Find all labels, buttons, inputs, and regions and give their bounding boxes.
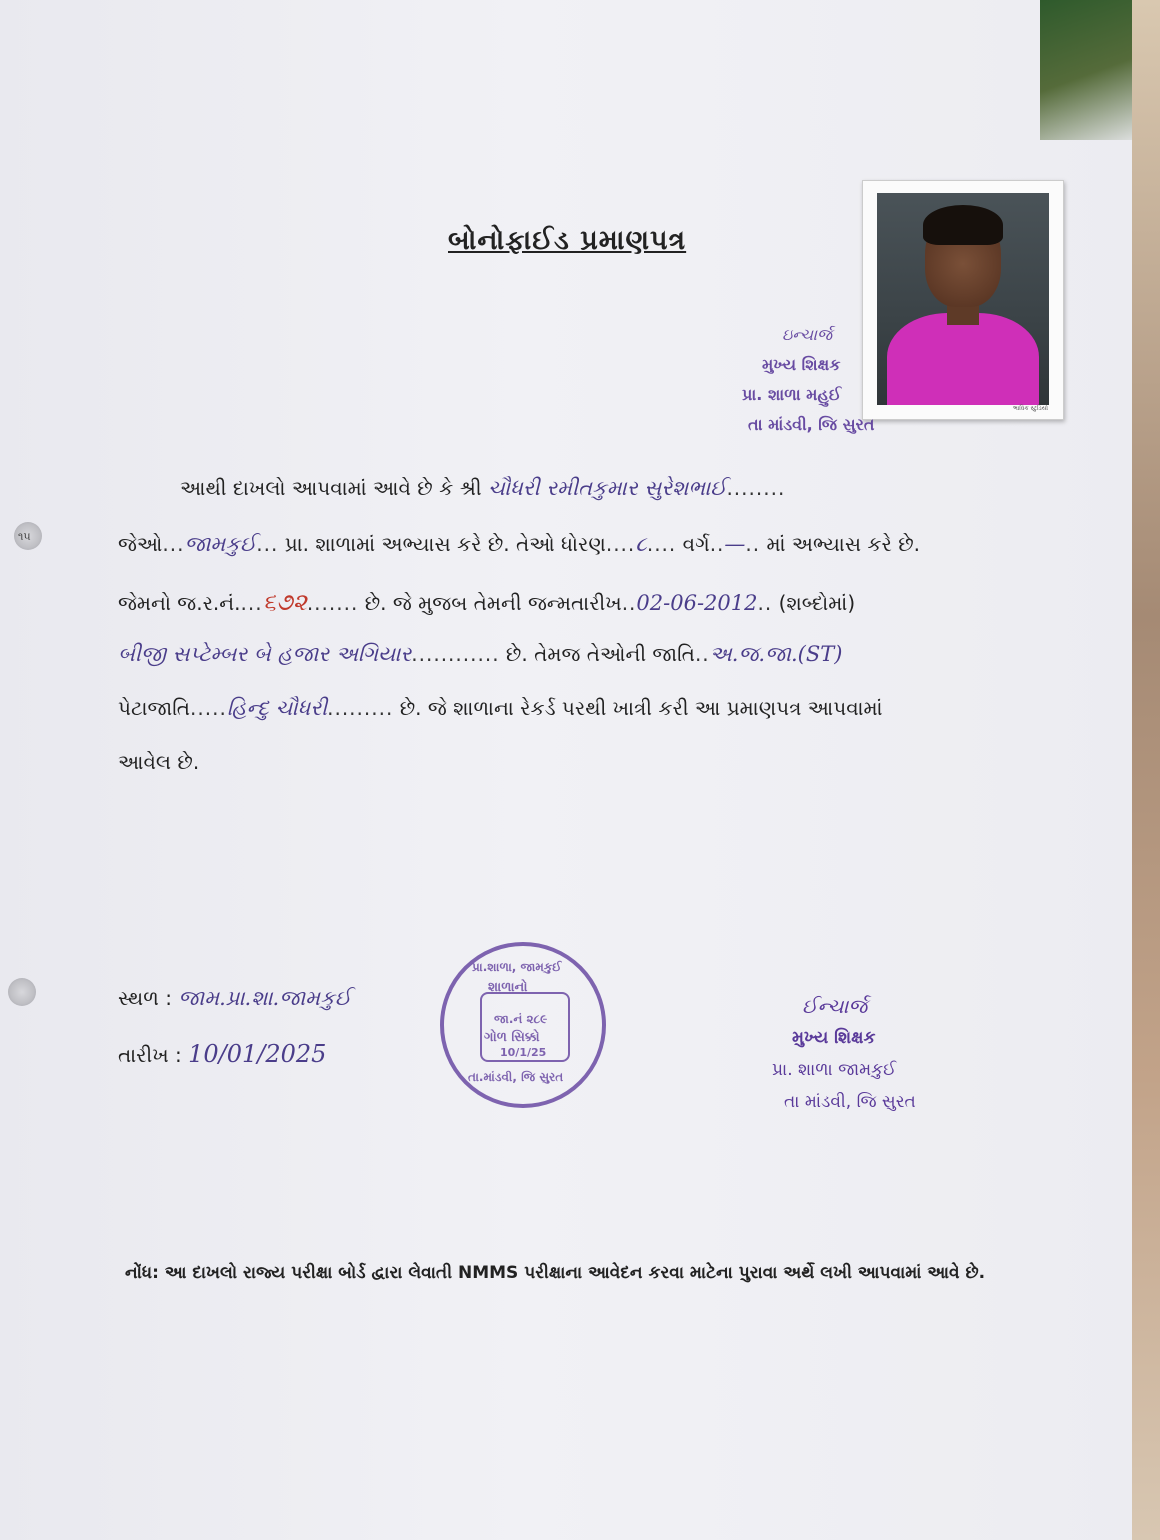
body-text: માં અભ્યાસ કરે છે. [766, 532, 921, 556]
date-field [118, 1040, 326, 1068]
sign-line1: મુખ્ય શિક્ષક [792, 1028, 876, 1048]
place-field [118, 986, 351, 1011]
body-text: વર્ગ [682, 532, 710, 556]
certificate-title: બોનોફાઈડ પ્રમાણપત્ર [448, 225, 687, 256]
body-text: પેટાજાતિ [118, 696, 191, 720]
body-line-6 [118, 750, 1078, 774]
sign-line3: તા માંડવી, જિ સુરત [784, 1092, 916, 1112]
body-line-5: પેટાજાતિ.....હિન્દુ ચૌધરી......... છે. જે શાળાના રેકર્ડ પરથી ખાત્રી કરી આ પ્રમાણપત્ર આપવામાં [118, 696, 883, 720]
school-round-seal [440, 942, 606, 1108]
body-text: પ્રા. શાળામાં અભ્યાસ કરે છે. તેઓ ધોરણ [284, 532, 606, 556]
birth-date-words-handwritten: બીજી સપ્ટેમ્બર બે હજાર અગિયાર [118, 642, 412, 666]
headmaster-signature-block [772, 990, 916, 1118]
body-text: આથી દાખલો આપવામાં આવે છે કે શ્રી [180, 476, 482, 500]
class-handwritten: — [724, 532, 746, 556]
stamp-top-line1: ઇન્ચાર્જ [782, 325, 833, 344]
caste-handwritten: અ.જ.જા.(ST) [709, 642, 843, 666]
standard-handwritten: ૮ [635, 532, 647, 556]
punch-hole-bottom [8, 978, 36, 1006]
body-text: (શબ્દોમાં) [778, 591, 856, 615]
student-name-handwritten: ચૌધરી રમીતકુમાર સુરેશભાઈ [487, 476, 727, 500]
photo-caption: ભાવિક સ્ટુડિયો [1013, 405, 1049, 412]
seal-ring-top: પ્રા.શાળા, જામકુઈ [472, 960, 562, 974]
body-line-1: આથી દાખલો આપવામાં આવે છે કે શ્રી ચૌધરી રમીતકુમાર સુરેશભાઈ........ [180, 476, 786, 500]
body-line-2: જેઓ...જામકુઈ... પ્રા. શાળામાં અભ્યાસ કરે છે. તેઓ ધોરણ....૮.... વર્ગ..—.. માં અભ્યાસ કરે છે. [118, 532, 921, 556]
paper-edge [1132, 0, 1160, 1540]
register-number-handwritten: ૬૭૨ [262, 588, 307, 616]
place-value-handwritten: જામ.પ્રા.શા.જામકુઈ [178, 986, 352, 1010]
body-line-3: જેમનો જ.ર.નં....૬૭૨....... છે. જે મુજબ તેમની જન્મતારીખ..02-06-2012.. (શબ્દોમાં) [118, 588, 856, 616]
body-text: છે. જે શાળાના રેકર્ડ પરથી ખાત્રી કરી આ પ્રમાણપત્ર આપવામાં [399, 696, 883, 720]
school-name-handwritten: જામકુઈ [184, 532, 257, 556]
body-text: જેઓ [118, 532, 163, 556]
body-text: છે. તેમજ તેઓની જાતિ [505, 642, 695, 666]
seal-center-line3: ગોળ સિક્કો [484, 1030, 540, 1045]
body-line-4: બીજી સપ્ટેમ્બર બે હજાર અગિયાર............ છે. તેમજ તેઓની જાતિ..અ.જ.જા.(ST) [118, 642, 843, 666]
signature: ઈન્ચાર્જ [802, 994, 868, 1018]
seal-center-line4: 10/1/25 [500, 1046, 547, 1059]
seal-center-line2: જા.નં ૨૮૯ [494, 1012, 548, 1026]
headmaster-stamp-top [742, 320, 874, 440]
place-label: સ્થળ : [118, 986, 172, 1010]
page-number-label: ૧૫ [18, 530, 31, 543]
date-value-handwritten: 10/01/2025 [188, 1040, 327, 1068]
subcaste-handwritten: હિન્દુ ચૌધરી [226, 696, 328, 720]
stamp-top-line3: પ્રા. શાળા મહુઈ [742, 385, 842, 404]
seal-center-line1: શાળાનો [488, 980, 528, 995]
seal-ring-bottom: તા.માંડવી, જિ સુરત [468, 1070, 564, 1084]
stamp-top-line4: તા માંડવી, જિ સુરત [748, 415, 875, 434]
sign-line2: પ્રા. શાળા જામકુઈ [772, 1060, 897, 1080]
footer-note: નોંધ: આ દાખલો રાજ્ય પરીક્ષા બોર્ડ દ્વારા લેવાતી NMMS પરીક્ષાના આવેદન કરવા માટેના પુરાવા અર્થે લખી આપવામાં આવે છે. [125, 1263, 986, 1283]
body-text: જેમનો જ.ર.નં. [118, 591, 241, 615]
stamp-top-line2: મુખ્ય શિક્ષક [762, 355, 841, 374]
student-photo [862, 180, 1064, 420]
birth-date-handwritten: 02-06-2012 [636, 591, 758, 615]
date-label: તારીખ : [118, 1043, 182, 1067]
body-text: છે. જે મુજબ તેમની જન્મતારીખ [364, 591, 622, 615]
body-text: આવેલ છે. [118, 750, 200, 774]
